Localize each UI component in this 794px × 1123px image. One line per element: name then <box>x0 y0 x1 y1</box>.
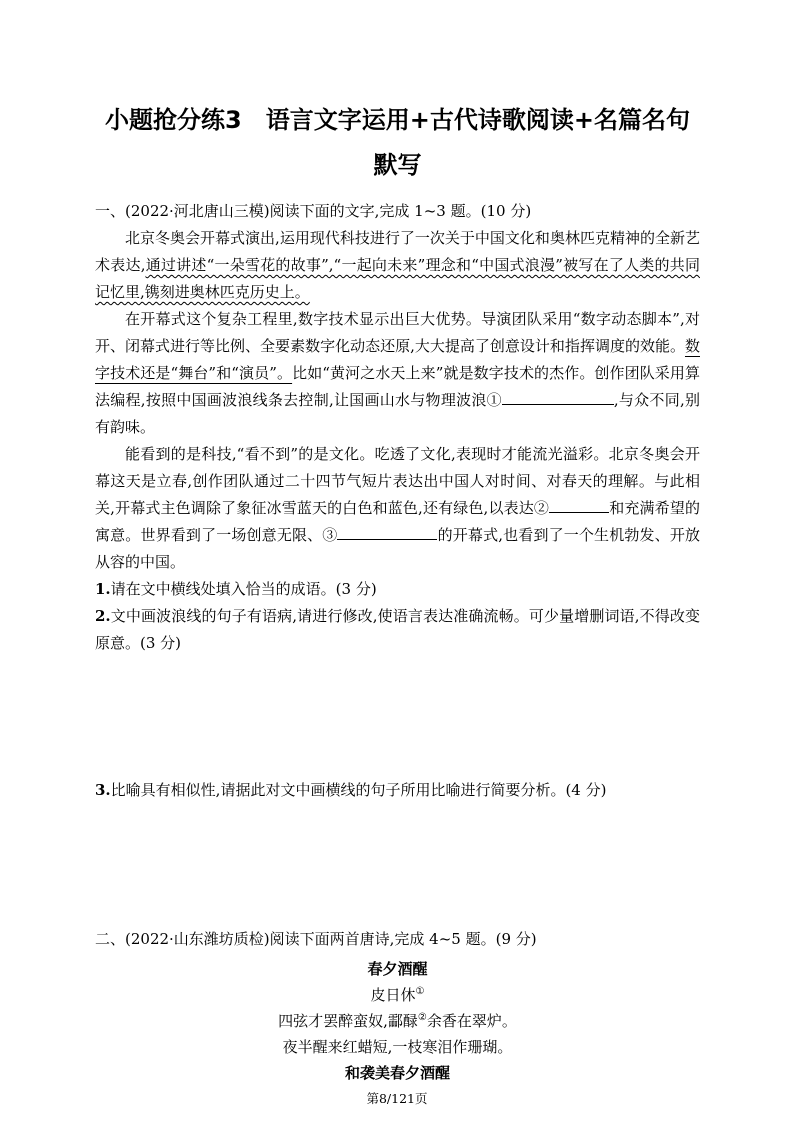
passage-text: 和充满希望的寓意。世界看到了一场创意无限、 <box>95 499 700 544</box>
question-2-text: 文中画波浪线的句子有语病,请进行修改,使语言表达准确流畅。可少量增删词语,不得改变原意。(3 分) <box>95 607 700 652</box>
fill-in-blank-2 <box>549 498 609 513</box>
poem-1-title: 春夕酒醒 <box>367 960 428 978</box>
page-title: 小题抢分练3 语言文字运用+古代诗歌阅读+名篇名句默写 <box>105 106 690 179</box>
passage-paragraph-1 <box>95 225 700 306</box>
blank-marker-3: ③ <box>322 526 338 544</box>
passage-text: 能看到的是科技,“看不到”的是文化。吃透了文化,表现时才能流光溢彩。北京冬奥会开幕这天是立春,创作团队通过二十四节气短片表达出中国人对时间、对春天的理解。与此相关,开幕式主色调除了象征冰雪蓝天的白色和蓝色,还有绿色,以表达 <box>95 445 700 517</box>
section-one-heading: 一、(2022·河北唐山三模)阅读下面的文字,完成 1~3 题。(10 分) <box>95 202 532 220</box>
page-number: 第8/121页 <box>366 1091 428 1106</box>
passage-text: 的开幕式,也看到了一个生机勃发、开放从容的中国。 <box>95 526 700 571</box>
blank-marker-2: ② <box>533 499 550 517</box>
fill-in-blank-1 <box>502 390 614 405</box>
question-2 <box>95 603 700 657</box>
question-1 <box>95 576 700 603</box>
passage-text: ,与众不同,别有韵味。 <box>95 391 700 436</box>
question-2-number: 2. <box>95 607 111 625</box>
poem-2-title: 和袭美春夕酒醒 <box>344 1064 450 1082</box>
fill-in-blank-3 <box>337 525 437 540</box>
question-1-number: 1. <box>95 580 111 598</box>
section-two-heading: 二、(2022·山东潍坊质检)阅读下面两首唐诗,完成 4~5 题。(9 分) <box>95 930 537 948</box>
poem-verse-text: 四弦才罢醉蛮奴,酃醁 <box>278 1012 418 1030</box>
poem-verse-text: 余香在翠炉。 <box>426 1012 517 1030</box>
poem-line-2: 夜半醒来红蜡短,一枝寒泪作珊瑚。 <box>282 1038 513 1056</box>
passage-text: 在开幕式这个复杂工程里,数字技术显示出巨大优势。导演团队采用“数字动态脚本”,对开、闭幕式进行等比例、全要素数字化动态还原,大大提高了创意设计和指挥调度的效能。 <box>95 310 700 355</box>
passage-paragraph-2 <box>95 306 700 441</box>
footnote-marker-1: ① <box>415 986 425 997</box>
question-3-number: 3. <box>95 781 111 799</box>
footnote-marker-2: ② <box>417 1012 427 1023</box>
blank-marker-1: ① <box>486 391 502 409</box>
wavy-underlined-sentence: 通过讲述“一朵雪花的故事”,“一起向未来”理念和“中国式浪漫”被写在了人类的共同记忆里,镌刻进奥林匹克历史上。 <box>95 256 700 301</box>
passage-paragraph-3 <box>95 441 700 576</box>
poem-1-author <box>95 982 700 1008</box>
poem-line-1 <box>95 1008 700 1034</box>
straight-underlined-sentence: 数字技术还是“舞台”和“演员”。 <box>95 337 700 382</box>
passage-text: 比如“黄河之水天上来”就是数字技术的杰作。创作团队采用算法编程,按照中国画波浪线条去控制,让国画山水与物理波浪 <box>95 364 700 409</box>
question-1-text: 请在文中横线处填入恰当的成语。(3 分) <box>110 580 377 598</box>
poem-author-name: 皮日休 <box>370 986 416 1004</box>
question-3 <box>95 777 700 804</box>
question-3-text: 比喻具有相似性,请据此对文中画横线的句子所用比喻进行简要分析。(4 分) <box>110 781 607 799</box>
poem-block <box>95 956 700 1086</box>
passage-text: 北京冬奥会开幕式演出,运用现代科技进行了一次关于中国文化和奥林匹克精神的全新艺术表达, <box>95 229 700 274</box>
